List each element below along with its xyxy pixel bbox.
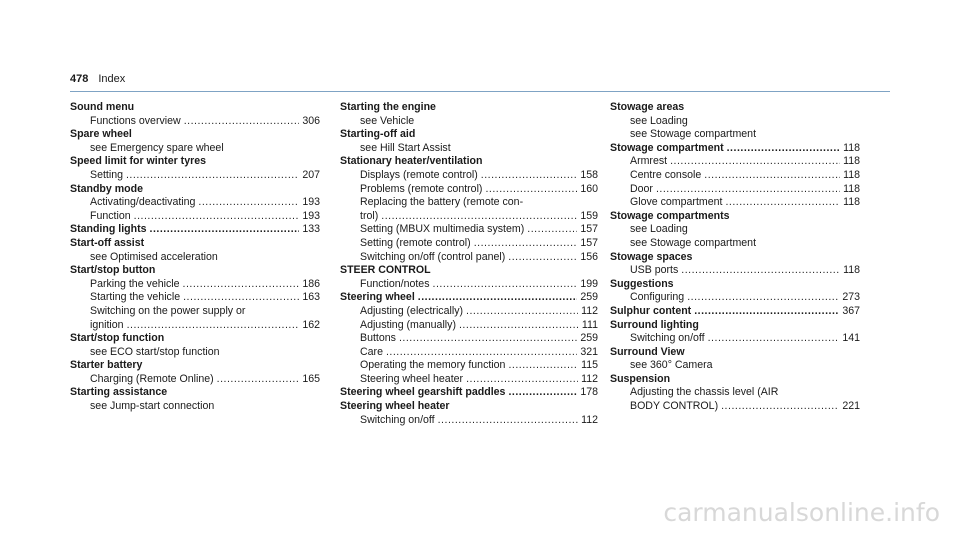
index-subentry	[610, 196, 860, 210]
dot-leader	[198, 196, 299, 210]
entry-text: Steering wheel heater	[360, 372, 464, 385]
dot-leader	[727, 142, 841, 156]
entry-text: see 360° Camera	[630, 359, 713, 372]
index-subentry	[340, 142, 598, 156]
index-subentry	[70, 319, 320, 333]
dot-leader	[508, 251, 577, 265]
entry-text: Suggestions	[610, 277, 674, 290]
entry-text: Spare wheel	[70, 128, 132, 141]
dot-leader	[708, 332, 840, 346]
index-entry	[70, 128, 320, 142]
index-entry	[70, 264, 320, 278]
index-entry	[610, 319, 860, 333]
entry-text: Steering wheel	[340, 291, 415, 304]
index-subentry	[610, 169, 860, 183]
entry-text: see Hill Start Assist	[360, 141, 451, 154]
entry-text: Start-off assist	[70, 236, 145, 249]
index-subentry	[610, 223, 860, 237]
entry-text: Stationary heater/ventilation	[340, 155, 483, 168]
entry-text: Steering wheel heater	[340, 400, 450, 413]
page-reference: 193	[302, 196, 320, 209]
entry-text: Setting (remote control)	[360, 236, 471, 249]
dot-leader	[508, 359, 578, 373]
index-subentry	[70, 278, 320, 292]
index-subentry	[610, 332, 860, 346]
page-reference: 165	[302, 372, 320, 385]
entry-text: Adjusting the chassis level (AIR	[630, 386, 779, 399]
entry-text: Parking the vehicle	[90, 277, 180, 290]
entry-text: Surround lighting	[610, 318, 699, 331]
dot-leader	[527, 223, 577, 237]
index-entry	[340, 400, 598, 414]
page-reference: 259	[580, 332, 598, 345]
entry-text: Sulphur content	[610, 304, 692, 317]
index-subentry	[340, 196, 598, 210]
entry-text: Problems (remote control)	[360, 182, 483, 195]
dot-leader	[681, 264, 840, 278]
page-reference: 112	[581, 372, 598, 385]
index-subentry	[340, 414, 598, 428]
dot-leader	[704, 169, 840, 183]
index-subentry	[70, 251, 320, 265]
index-subentry	[70, 142, 320, 156]
entry-text: Care	[360, 345, 383, 358]
entry-text: Switching on the power supply or	[90, 304, 246, 317]
index-subentry	[340, 373, 598, 387]
page-reference: 159	[580, 209, 598, 222]
dot-leader	[656, 183, 840, 197]
dot-leader	[725, 196, 840, 210]
dot-leader	[670, 155, 840, 169]
index-entry	[340, 155, 598, 169]
entry-text: see Stowage compartment	[630, 236, 757, 249]
index-column-3	[610, 101, 860, 414]
entry-text: Function/notes	[360, 277, 430, 290]
index-subentry	[70, 400, 320, 414]
entry-text: Setting (MBUX multimedia system)	[360, 223, 525, 236]
entry-text: Start/stop function	[70, 332, 165, 345]
page-reference: 111	[581, 318, 598, 331]
entry-text: BODY CONTROL)	[630, 400, 719, 413]
index-subentry	[340, 115, 598, 129]
index-subentry	[70, 210, 320, 224]
index-subentry	[340, 278, 598, 292]
watermark: carmanualsonline.info	[663, 498, 940, 527]
entry-text: Stowage spaces	[610, 250, 693, 263]
dot-leader	[466, 305, 578, 319]
index-column-2	[340, 101, 598, 427]
page-reference: 193	[302, 209, 320, 222]
dot-leader	[485, 183, 577, 197]
entry-text: Glove compartment	[630, 196, 723, 209]
index-entry	[340, 386, 598, 400]
index-entry	[70, 332, 320, 346]
page-reference: 118	[843, 182, 860, 195]
index-subentry	[70, 346, 320, 360]
page-reference: 157	[580, 223, 598, 236]
index-entry	[340, 291, 598, 305]
index-entry	[70, 223, 320, 237]
page-reference: 321	[580, 345, 598, 358]
page-reference: 141	[842, 332, 860, 345]
entry-text: Configuring	[630, 291, 685, 304]
index-subentry	[610, 359, 860, 373]
entry-text: Setting	[90, 168, 123, 181]
index-subentry	[340, 183, 598, 197]
entry-text: Starting the vehicle	[90, 291, 181, 304]
entry-text: Door	[630, 182, 653, 195]
page-reference: 115	[581, 359, 598, 372]
index-entry	[340, 264, 598, 278]
page-reference: 207	[302, 168, 320, 181]
index-entry	[610, 101, 860, 115]
dot-leader	[217, 373, 300, 387]
dot-leader	[433, 278, 578, 292]
entry-text: USB ports	[630, 264, 679, 277]
entry-text: Adjusting (electrically)	[360, 304, 464, 317]
entry-text: Operating the memory function	[360, 359, 506, 372]
dot-leader	[418, 291, 578, 305]
index-entry	[610, 142, 860, 156]
page-reference: 112	[581, 413, 598, 426]
page-reference: 118	[843, 141, 860, 154]
dot-leader	[381, 210, 577, 224]
index-subentry	[340, 210, 598, 224]
index-entry	[70, 237, 320, 251]
index-subentry	[340, 237, 598, 251]
entry-text: Sound menu	[70, 101, 135, 113]
page-reference: 306	[302, 114, 320, 127]
index-subentry	[70, 373, 320, 387]
index-entry	[610, 278, 860, 292]
entry-text: see Emergency spare wheel	[90, 141, 224, 154]
page-reference: 273	[842, 291, 860, 304]
page-reference: 118	[843, 196, 860, 209]
entry-text: Start/stop button	[70, 264, 156, 277]
index-subentry	[610, 386, 860, 400]
index-subentry	[610, 291, 860, 305]
page-reference: 221	[842, 400, 860, 413]
page-reference: 367	[842, 304, 860, 317]
index-subentry	[70, 169, 320, 183]
entry-text: see Stowage compartment	[630, 128, 757, 141]
index-entry	[610, 305, 860, 319]
entry-text: STEER CONTROL	[340, 264, 431, 277]
entry-text: Armrest	[630, 155, 668, 168]
index-entry	[70, 155, 320, 169]
dot-leader	[694, 305, 839, 319]
dot-leader	[126, 169, 299, 183]
index-subentry	[340, 332, 598, 346]
index-subentry	[340, 251, 598, 265]
page-reference: 178	[580, 386, 598, 399]
dot-leader	[399, 332, 577, 346]
page-reference: 133	[302, 223, 320, 236]
index-entry	[70, 386, 320, 400]
entry-text: trol)	[360, 209, 379, 222]
entry-text: Standing lights	[70, 223, 147, 236]
index-entry	[340, 128, 598, 142]
index-subentry	[610, 237, 860, 251]
entry-text: Charging (Remote Online)	[90, 372, 214, 385]
index-entry	[340, 101, 598, 115]
entry-text: Adjusting (manually)	[360, 318, 456, 331]
entry-text: Buttons	[360, 332, 396, 345]
entry-text: Starting the engine	[340, 101, 436, 113]
page-reference: 118	[843, 155, 860, 168]
page-reference: 186	[302, 277, 320, 290]
dot-leader	[386, 346, 577, 360]
entry-text: Starting-off aid	[340, 128, 416, 141]
dot-leader	[134, 210, 300, 224]
index-subentry	[340, 223, 598, 237]
dot-leader	[721, 400, 839, 414]
index-subentry	[340, 346, 598, 360]
entry-text: Functions overview	[90, 114, 181, 127]
index-subentry	[340, 359, 598, 373]
entry-text: Replacing the battery (remote con-	[360, 196, 524, 209]
page-reference: 199	[580, 277, 598, 290]
entry-text: see Vehicle	[360, 114, 415, 127]
entry-text: see Loading	[630, 223, 688, 236]
index-subentry	[70, 115, 320, 129]
index-entry	[70, 359, 320, 373]
index-subentry	[70, 305, 320, 319]
index-entry	[70, 101, 320, 115]
dot-leader	[183, 291, 299, 305]
index-entry	[610, 346, 860, 360]
entry-text: see Loading	[630, 114, 688, 127]
index-subentry	[340, 319, 598, 333]
page-number: 478	[70, 73, 89, 85]
index-entry	[610, 251, 860, 265]
dot-leader	[481, 169, 578, 183]
entry-text: Function	[90, 209, 131, 222]
page-reference: 157	[580, 236, 598, 249]
page-reference: 112	[581, 304, 598, 317]
entry-text: Steering wheel gearshift paddles	[340, 386, 506, 399]
dot-leader	[474, 237, 578, 251]
dot-leader	[150, 223, 300, 237]
dot-leader	[687, 291, 839, 305]
page-reference: 162	[302, 318, 320, 331]
index-subentry	[610, 128, 860, 142]
entry-text: Stowage compartment	[610, 141, 724, 154]
entry-text: Standby mode	[70, 182, 143, 195]
entry-text: ignition	[90, 318, 124, 331]
page-reference: 158	[580, 168, 598, 181]
index-subentry	[340, 305, 598, 319]
entry-text: Speed limit for winter tyres	[70, 155, 206, 168]
page-reference: 118	[843, 264, 860, 277]
entry-text: Surround View	[610, 345, 685, 358]
entry-text: Switching on/off	[630, 332, 705, 345]
page-reference: 118	[843, 168, 860, 181]
index-subentry	[610, 115, 860, 129]
index-subentry	[70, 196, 320, 210]
entry-text: see Jump-start connection	[90, 400, 215, 413]
entry-text: Centre console	[630, 168, 702, 181]
index-column-1	[70, 101, 320, 414]
index-subentry	[340, 169, 598, 183]
entry-text: Stowage compartments	[610, 209, 730, 222]
entry-text: Stowage areas	[610, 101, 685, 113]
entry-text: see ECO start/stop function	[90, 345, 220, 358]
index-entry	[610, 373, 860, 387]
entry-text: Starter battery	[70, 359, 143, 372]
index-subentry	[70, 291, 320, 305]
page-reference: 156	[580, 250, 598, 263]
dot-leader	[183, 278, 300, 292]
index-subentry	[610, 155, 860, 169]
header-divider	[70, 91, 890, 92]
entry-text: Suspension	[610, 372, 671, 385]
index-subentry	[610, 400, 860, 414]
index-entry	[610, 210, 860, 224]
index-subentry	[610, 264, 860, 278]
page-reference: 259	[580, 291, 598, 304]
section-title: Index	[98, 73, 126, 85]
page-reference: 160	[580, 182, 598, 195]
dot-leader	[508, 386, 577, 400]
dot-leader	[127, 319, 300, 333]
entry-text: Switching on/off (control panel)	[360, 250, 506, 263]
entry-text: Switching on/off	[360, 413, 435, 426]
index-entry	[70, 183, 320, 197]
dot-leader	[459, 319, 579, 333]
entry-text: Starting assistance	[70, 386, 168, 399]
entry-text: Activating/deactivating	[90, 196, 196, 209]
dot-leader	[184, 115, 300, 129]
page-header	[70, 73, 125, 85]
page-reference: 163	[302, 291, 320, 304]
dot-leader	[466, 373, 578, 387]
index-subentry	[610, 183, 860, 197]
dot-leader	[438, 414, 579, 428]
entry-text: see Optimised acceleration	[90, 250, 218, 263]
entry-text: Displays (remote control)	[360, 168, 478, 181]
